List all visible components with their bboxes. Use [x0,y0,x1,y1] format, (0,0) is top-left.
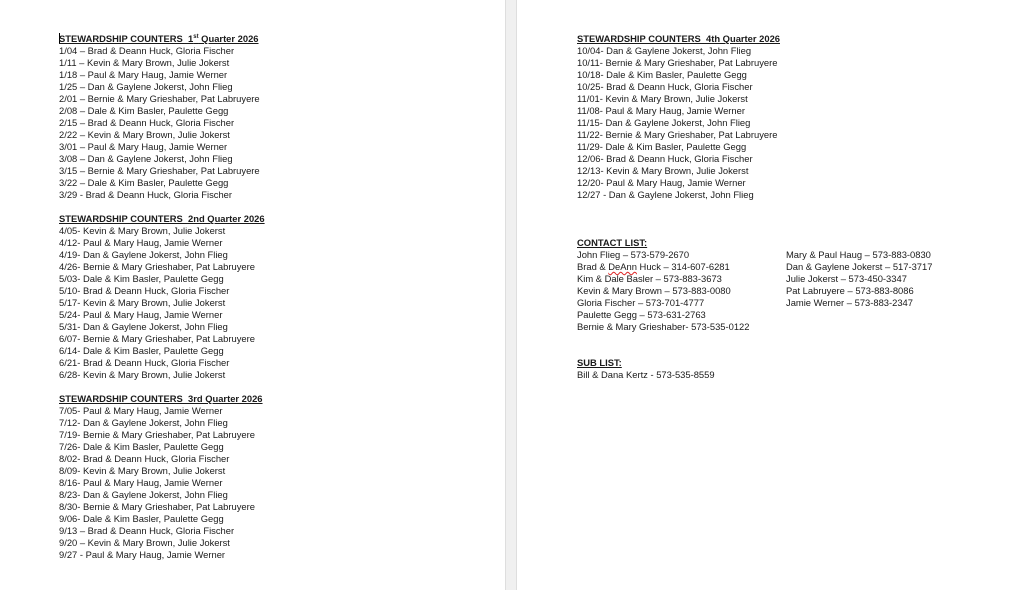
sub-list [577,369,1017,381]
list-item[interactable]: 9/13 – Brad & Deann Huck, Gloria Fischer [59,525,235,536]
q1-list [59,45,479,201]
list-item[interactable]: 12/27 - Dan & Gaylene Jokerst, John Flieg [577,189,754,200]
list-item[interactable]: Mary & Paul Haug – 573-883-0830 [786,249,931,260]
document-page-right [517,0,1023,590]
list-item[interactable]: 11/29- Dale & Kim Basler, Paulette Gegg [577,141,747,152]
sub-heading[interactable]: SUB LIST: [577,357,622,368]
contact-grid [577,249,1017,333]
list-item[interactable]: Bill & Dana Kertz - 573-535-8559 [577,369,715,380]
list-item[interactable]: 9/06- Dale & Kim Basler, Paulette Gegg [59,513,224,524]
list-item[interactable]: Kevin & Mary Brown – 573-883-0080 [577,285,731,296]
list-item[interactable]: 6/28- Kevin & Mary Brown, Julie Jokerst [59,369,226,380]
list-item[interactable]: Paulette Gegg – 573-631-2763 [577,309,706,320]
list-item[interactable]: 10/18- Dale & Kim Basler, Paulette Gegg [577,69,747,80]
list-item[interactable]: 3/22 – Dale & Kim Basler, Paulette Gegg [59,177,229,188]
list-item[interactable]: 1/18 – Paul & Mary Haug, Jamie Werner [59,69,228,80]
list-item[interactable]: John Flieg – 573-579-2670 [577,249,690,260]
contact-list-right [786,249,932,333]
list-item[interactable]: 3/08 – Dan & Gaylene Jokerst, John Flieg [59,153,233,164]
q3-heading[interactable]: STEWARDSHIP COUNTERS 3rd Quarter 2026 [59,393,263,404]
list-item[interactable]: 4/26- Bernie & Mary Grieshaber, Pat Labruyere [59,261,255,272]
list-item[interactable]: Gloria Fischer – 573-701-4777 [577,297,705,308]
list-item[interactable]: 4/19- Dan & Gaylene Jokerst, John Flieg [59,249,228,260]
list-item[interactable]: 1/11 – Kevin & Mary Brown, Julie Jokerst [59,57,230,68]
list-item[interactable]: 2/22 – Kevin & Mary Brown, Julie Jokerst [59,129,230,140]
list-item[interactable]: 9/27 - Paul & Mary Haug, Jamie Werner [59,549,226,560]
list-item[interactable]: 5/03- Dale & Kim Basler, Paulette Gegg [59,273,224,284]
page-gutter [505,0,517,590]
list-item[interactable]: 2/01 – Bernie & Mary Grieshaber, Pat Labruyere [59,93,260,104]
contact-list-left [577,249,786,333]
q4-section [577,33,1017,201]
q3-list [59,405,479,561]
q3-section [59,393,479,561]
list-item[interactable]: 8/02- Brad & Deann Huck, Gloria Fischer [59,453,230,464]
q2-heading[interactable]: STEWARDSHIP COUNTERS 2nd Quarter 2026 [59,213,265,224]
q1-heading[interactable]: STEWARDSHIP COUNTERS 1st Quarter 2026 [59,33,259,44]
list-item[interactable]: 2/15 – Brad & Deann Huck, Gloria Fischer [59,117,235,128]
list-item[interactable]: 5/31- Dan & Gaylene Jokerst, John Flieg [59,321,228,332]
contact-heading[interactable]: CONTACT LIST: [577,237,648,248]
list-item[interactable]: 11/22- Bernie & Mary Grieshaber, Pat Labruyere [577,129,778,140]
list-item[interactable]: 5/17- Kevin & Mary Brown, Julie Jokerst [59,297,226,308]
list-item[interactable]: 9/20 – Kevin & Mary Brown, Julie Jokerst [59,537,230,548]
contact-section [577,237,1017,333]
list-item[interactable]: Julie Jokerst – 573-450-3347 [786,273,907,284]
right-column [577,33,1017,381]
list-item[interactable]: 3/29 - Brad & Deann Huck, Gloria Fischer [59,189,232,200]
list-item[interactable]: 4/05- Kevin & Mary Brown, Julie Jokerst [59,225,226,236]
list-item[interactable]: 10/04- Dan & Gaylene Jokerst, John Flieg [577,45,752,56]
list-item[interactable]: Jamie Werner – 573-883-2347 [786,297,913,308]
list-item[interactable]: 6/14- Dale & Kim Basler, Paulette Gegg [59,345,224,356]
list-item[interactable]: Dan & Gaylene Jokerst – 517-3717 [786,261,933,272]
sub-section [577,357,1017,381]
list-item[interactable]: Brad & DeAnn Huck – 314-607-6281 [577,261,730,272]
q4-list [577,45,1017,201]
list-item[interactable]: 12/20- Paul & Mary Haug, Jamie Werner [577,177,746,188]
list-item[interactable]: 8/09- Kevin & Mary Brown, Julie Jokerst [59,465,226,476]
list-item[interactable]: 10/25- Brad & Deann Huck, Gloria Fischer [577,81,753,92]
list-item[interactable]: 6/07- Bernie & Mary Grieshaber, Pat Labruyere [59,333,255,344]
list-item[interactable]: 3/01 – Paul & Mary Haug, Jamie Werner [59,141,228,152]
list-item[interactable]: 11/15- Dan & Gaylene Jokerst, John Flieg [577,117,751,128]
list-item[interactable]: 1/04 – Brad & Deann Huck, Gloria Fischer [59,45,235,56]
list-item[interactable]: 7/12- Dan & Gaylene Jokerst, John Flieg [59,417,228,428]
q2-list [59,225,479,381]
q2-section [59,213,479,381]
list-item[interactable]: 7/05- Paul & Mary Haug, Jamie Werner [59,405,223,416]
list-item[interactable]: 5/24- Paul & Mary Haug, Jamie Werner [59,309,223,320]
list-item[interactable]: 8/23- Dan & Gaylene Jokerst, John Flieg [59,489,228,500]
list-item[interactable]: 11/08- Paul & Mary Haug, Jamie Werner [577,105,745,116]
list-item[interactable]: Bernie & Mary Grieshaber- 573-535-0122 [577,321,750,332]
list-item[interactable]: Pat Labruyere – 573-883-8086 [786,285,914,296]
document-page-left [0,0,505,590]
list-item[interactable]: 12/13- Kevin & Mary Brown, Julie Jokerst [577,165,749,176]
list-item[interactable]: 4/12- Paul & Mary Haug, Jamie Werner [59,237,223,248]
q1-section [59,33,479,201]
list-item[interactable]: 10/11- Bernie & Mary Grieshaber, Pat Labruyere [577,57,778,68]
list-item[interactable]: 2/08 – Dale & Kim Basler, Paulette Gegg [59,105,229,116]
list-item[interactable]: 1/25 – Dan & Gaylene Jokerst, John Flieg [59,81,233,92]
list-item[interactable]: 11/01- Kevin & Mary Brown, Julie Jokerst [577,93,748,104]
list-item[interactable]: 5/10- Brad & Deann Huck, Gloria Fischer [59,285,230,296]
list-item[interactable]: 6/21- Brad & Deann Huck, Gloria Fischer [59,357,230,368]
list-item[interactable]: 3/15 – Bernie & Mary Grieshaber, Pat Labruyere [59,165,260,176]
list-item[interactable]: Kim & Dale Basler – 573-883-3673 [577,273,722,284]
q4-heading[interactable]: STEWARDSHIP COUNTERS 4th Quarter 2026 [577,33,780,44]
list-item[interactable]: 7/26- Dale & Kim Basler, Paulette Gegg [59,441,224,452]
list-item[interactable]: 12/06- Brad & Deann Huck, Gloria Fischer [577,153,753,164]
left-column [59,33,479,573]
list-item[interactable]: 8/16- Paul & Mary Haug, Jamie Werner [59,477,223,488]
list-item[interactable]: 7/19- Bernie & Mary Grieshaber, Pat Labruyere [59,429,255,440]
list-item[interactable]: 8/30- Bernie & Mary Grieshaber, Pat Labruyere [59,501,255,512]
spellcheck-flag: DeAnn [608,261,637,272]
